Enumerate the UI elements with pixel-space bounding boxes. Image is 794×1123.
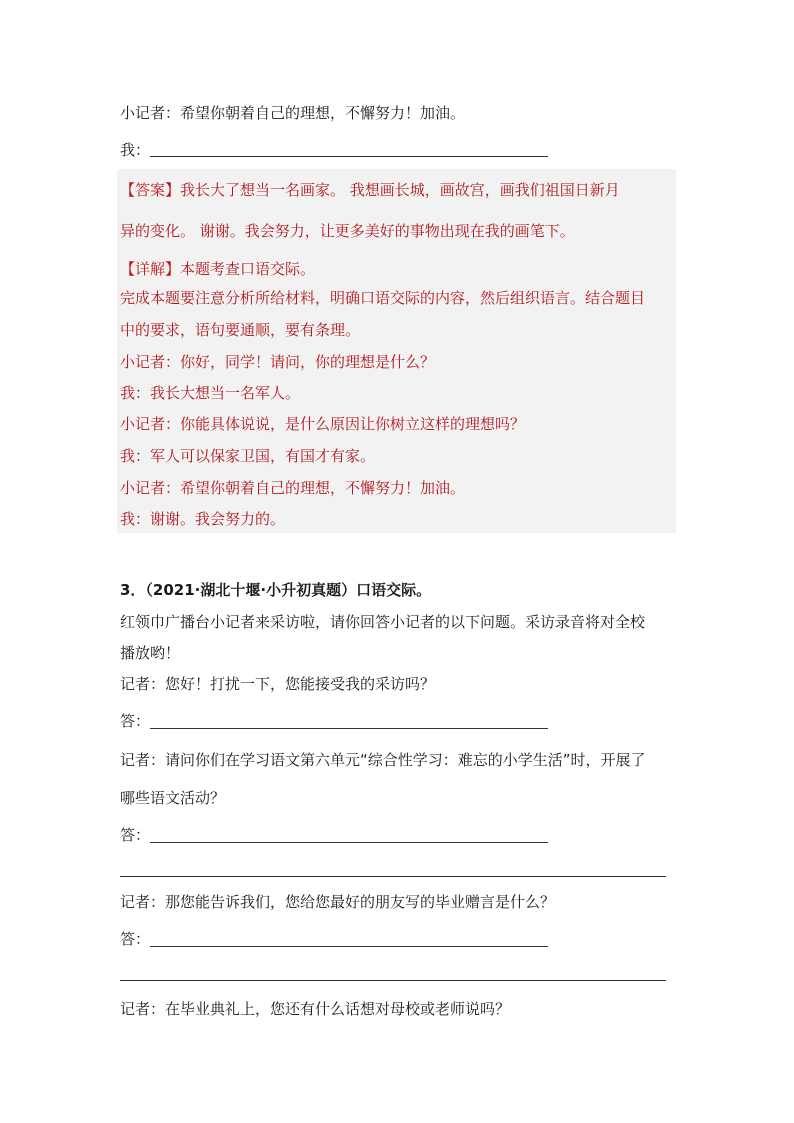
answer-line-1 xyxy=(120,180,620,200)
answer-label-1: 答： xyxy=(120,712,151,730)
answer-blank-line-3b[interactable] xyxy=(120,980,666,981)
detail-line-7: 小记者：希望你朝着自己的理想，不懈努力！加油。 xyxy=(120,479,466,497)
detail-line-3: 小记者：你好，同学！请问，你的理想是什么？ xyxy=(120,353,436,371)
detail-line xyxy=(120,259,315,279)
answer-label-3: 答： xyxy=(120,930,151,948)
reporter-question-2-line-1: 记者：请问你们在学习语文第六单元“综合性学习：难忘的小学生活”时，开展了 xyxy=(120,751,646,769)
answer-label-2: 答： xyxy=(120,826,151,844)
reporter-question-1: 记者：您好！打扰一下，您能接受我的采访吗？ xyxy=(120,675,436,693)
detail-line-8: 我：谢谢。我会努力的。 xyxy=(120,510,286,528)
question-3-prompt-1: 红领巾广播台小记者来采访啦，请你回答小记者的以下问题。采访录音将对全校 xyxy=(120,613,646,631)
answer-tag: 【答案】 xyxy=(120,181,181,199)
answer-blank-line-2[interactable] xyxy=(150,842,548,843)
detail-line-4: 我：我长大想当一名军人。 xyxy=(120,384,301,402)
detail-line-2: 中的要求，语句要通顺，要有条理。 xyxy=(120,321,361,339)
answer-blank-line-3[interactable] xyxy=(150,946,548,947)
reporter-question-3: 记者：那您能告诉我们，您给您最好的朋友写的毕业赠言是什么？ xyxy=(120,893,556,911)
reporter-line: 小记者：希望你朝着自己的理想，不懈努力！加油。 xyxy=(120,104,466,122)
reporter-question-4: 记者：在毕业典礼上，您还有什么话想对母校或老师说吗？ xyxy=(120,1000,511,1018)
detail-tag: 【详解】 xyxy=(120,260,181,278)
question-3-title: 3．（2021·湖北十堰·小升初真题）口语交际。 xyxy=(120,581,432,599)
me-label: 我： xyxy=(120,141,151,159)
answer-text-2: 异的变化。 谢谢。我会努力，让更多美好的事物出现在我的画笔下。 xyxy=(120,222,575,240)
answer-blank-line-1[interactable] xyxy=(150,728,548,729)
reporter-question-2-line-2: 哪些语文活动？ xyxy=(120,789,226,807)
detail-line-6: 我：军人可以保家卫国，有国才有家。 xyxy=(120,447,376,465)
answer-blank-line[interactable] xyxy=(150,156,548,157)
detail-text: 本题考查口语交际。 xyxy=(180,260,316,278)
detail-line-1: 完成本题要注意分析所给材料，明确口语交际的内容，然后组织语言。结合题目 xyxy=(120,289,646,307)
question-3-prompt-2: 播放哟！ xyxy=(120,644,181,662)
answer-blank-line-2b[interactable] xyxy=(120,876,666,877)
answer-text-1: 我长大了想当一名画家。 我想画长城，画故宫，画我们祖国日新月 xyxy=(180,181,620,199)
detail-line-5: 小记者：你能具体说说，是什么原因让你树立这样的理想吗？ xyxy=(120,415,526,433)
